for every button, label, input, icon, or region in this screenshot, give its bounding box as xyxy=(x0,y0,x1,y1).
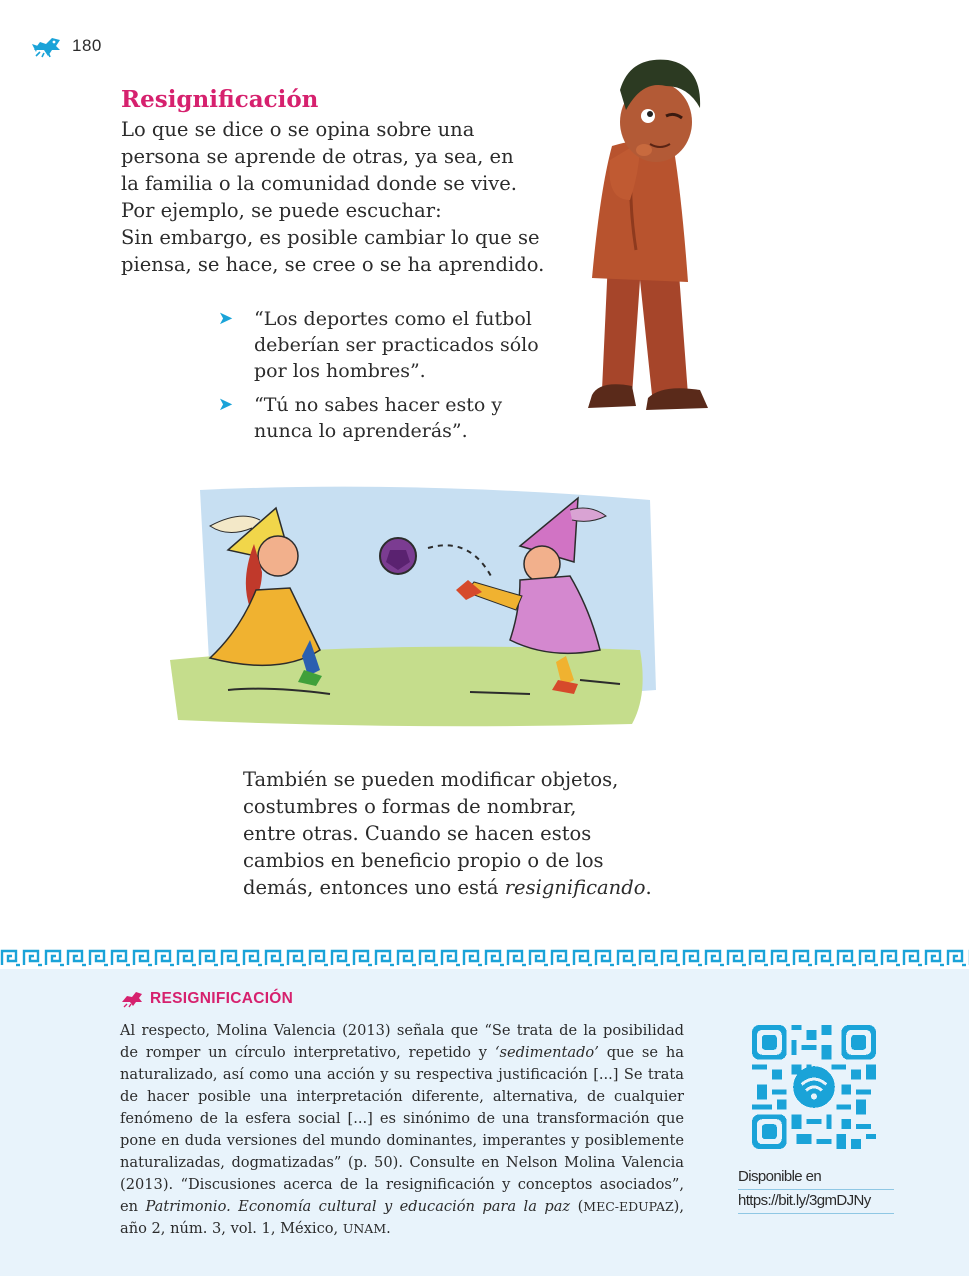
fret-border xyxy=(0,947,969,969)
info-header xyxy=(120,990,293,1008)
page-number: 180 xyxy=(72,36,102,55)
list-item xyxy=(218,306,548,384)
closing-line xyxy=(243,874,673,901)
glyph-bird-icon xyxy=(120,990,144,1008)
qr-caption-label: Disponible en xyxy=(738,1166,894,1190)
info-text-part: que se ha naturalizado, así como una acción y su respectiva justificación [...] Se trata de hacer posible una interpretación diferente, alternativa, de cualquier fenómeno de la esfera social [...] es sinónimo de una transformación que pone en duda versiones del mundo dominantes, imperantes y posiblemente naturalizadas, dogmatizadas” (p. 50). Consulte en Nelson Molina Valencia (2013). “Discusiones acerca de la resignificación y conceptos asociados”, en xyxy=(120,1044,684,1215)
page-header xyxy=(30,34,102,58)
resignificando-term: resignificando xyxy=(504,876,646,899)
closing-line: entre otras. Cuando se hacen estos xyxy=(243,822,592,845)
qr-code[interactable] xyxy=(752,1025,876,1149)
closing-line: cambios en beneficio propio o de los xyxy=(243,849,604,872)
intro-line: Por ejemplo, se puede escuchar: xyxy=(121,199,442,222)
info-text-part: ), año 2, núm. 3, vol. 1, México, xyxy=(120,1198,684,1237)
info-body xyxy=(120,1020,684,1240)
section-title: Resignificación xyxy=(121,86,319,113)
resignify-paragraph xyxy=(243,766,673,901)
info-italic-term: ‘sedimentado’ xyxy=(494,1044,599,1061)
quote-text: “Tú no sabes hacer esto y nunca lo aprenderás”. xyxy=(254,394,503,442)
info-acronym: MEC-EDUPAZ xyxy=(583,1199,674,1214)
intro-line: la familia o la comunidad donde se vive. xyxy=(121,172,517,195)
intro-line: Sin embargo, es posible cambiar lo que se xyxy=(121,226,540,249)
intro-line: persona se aprende de otras, ya sea, en xyxy=(121,145,514,168)
arrow-bullet-icon: ➤ xyxy=(218,308,234,329)
info-text-part: ( xyxy=(570,1198,584,1215)
closing-line: costumbres o formas de nombrar, xyxy=(243,795,577,818)
intro-paragraph xyxy=(121,116,561,278)
info-italic-title: Patrimonio. Economía cultural y educación para la paz xyxy=(145,1198,571,1215)
thinking-boy-illustration xyxy=(570,50,720,415)
intro-line: Lo que se dice o se opina sobre una xyxy=(121,118,475,141)
quote-text: “Los deportes como el futbol deberían ser practicados sólo por los hombres”. xyxy=(254,308,539,382)
info-acronym: UNAM xyxy=(342,1221,387,1236)
closing-last-prefix: demás, entonces uno está xyxy=(243,876,505,899)
qr-caption-link[interactable]: https://bit.ly/3gmDJNy xyxy=(738,1190,894,1214)
info-title: RESIGNIFICACIÓN xyxy=(150,990,294,1007)
glyph-bird-icon xyxy=(30,34,64,58)
closing-last-suffix: . xyxy=(645,876,652,899)
info-text-part: Al respecto, Molina Valencia (2013) señala que “Se trata de la posibilidad de romper un círculo interpretativo, repetido y xyxy=(120,1022,684,1061)
qr-caption xyxy=(738,1166,894,1214)
quote-list xyxy=(218,306,548,452)
list-item xyxy=(218,392,548,444)
closing-line: También se pueden modificar objetos, xyxy=(243,768,619,791)
girls-soccer-illustration xyxy=(170,480,660,730)
arrow-bullet-icon: ➤ xyxy=(218,394,234,415)
intro-line: piensa, se hace, se cree o se ha aprendido. xyxy=(121,253,545,276)
info-text-part: . xyxy=(386,1220,391,1237)
